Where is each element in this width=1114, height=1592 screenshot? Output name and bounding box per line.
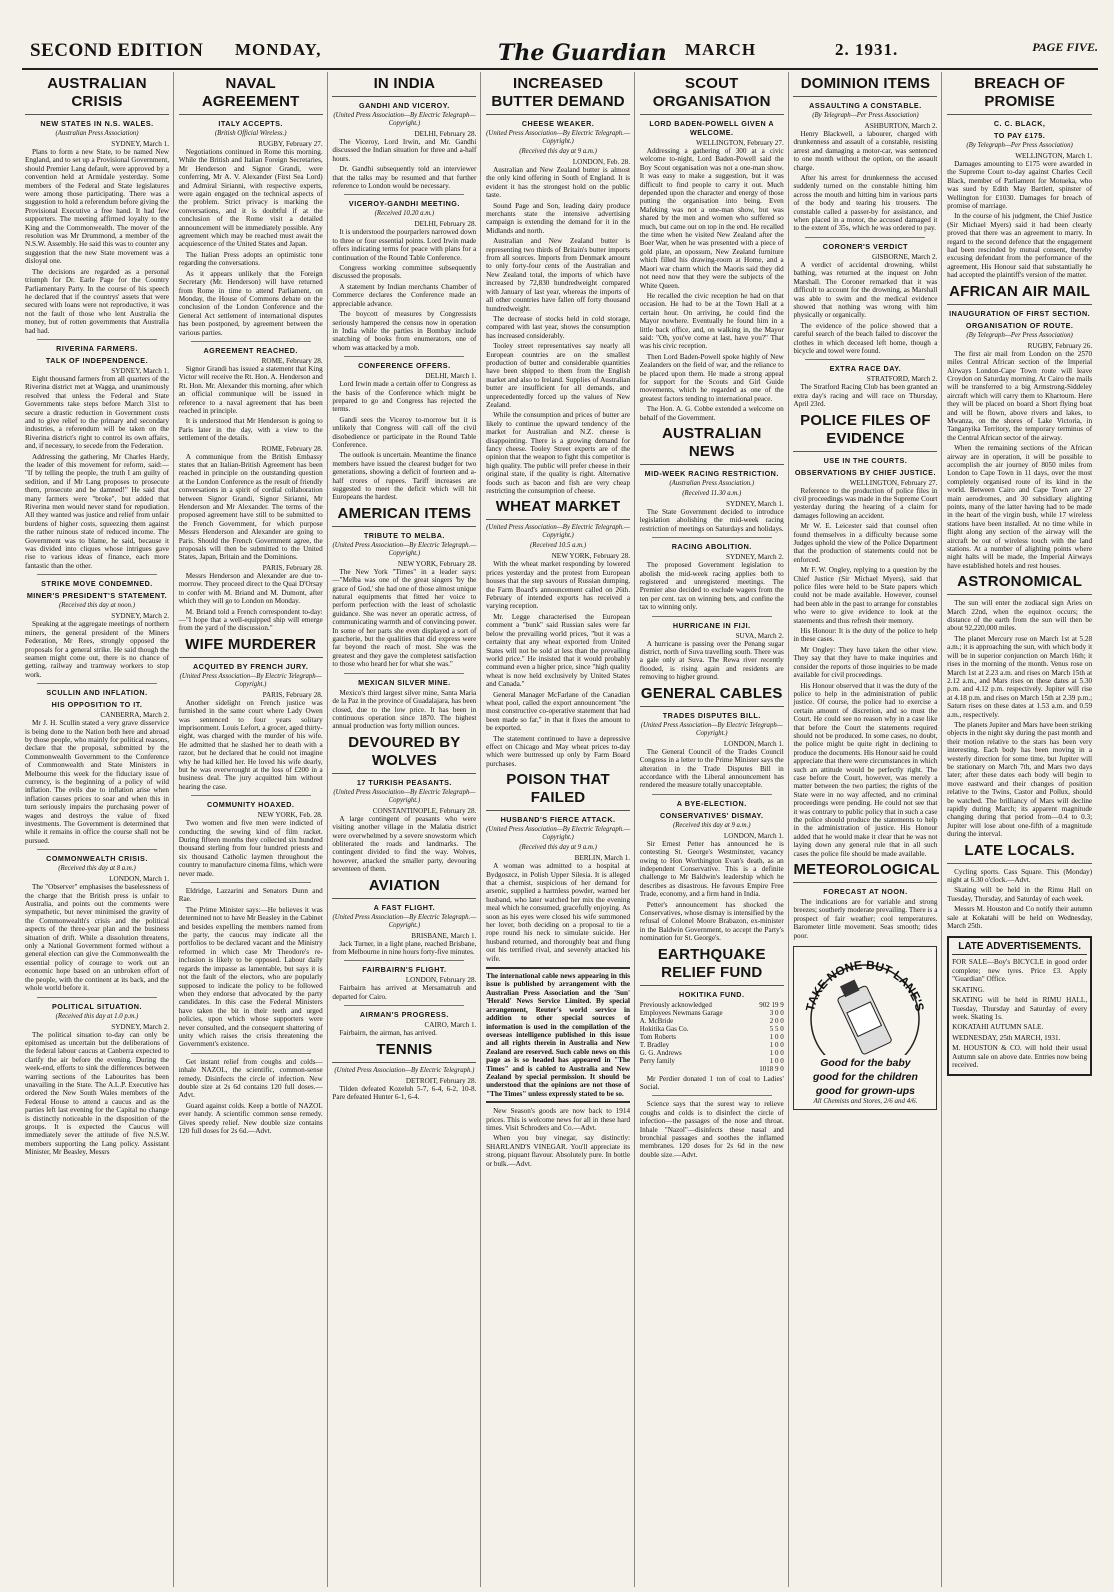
masthead [30,40,1098,68]
donor-name: T. Bradley [639,1040,670,1049]
ad-slogan: Good for the baby [820,1057,911,1070]
dateline: SYDNEY, March 1. [111,140,169,148]
dateline: CANBERRA, March 2. [100,711,169,720]
ad-price-note: All Chemists and Stores, 2/6 and 4/6. [813,1097,918,1106]
article-paragraph: Science says that the surest way to relieve coughs and colds is to disinfect the circle of infection—the passages of the nose and throat. Inhale "Nazol"—disinfects these nasal and bronchial passages and soothes the inflamed membranes. 120 doses for 2s 6d in the new double size.—Advt. [639,1100,784,1159]
subheading: LORD BADEN-POWELL GIVEN A WELCOME. [649,119,775,137]
subheading: INAUGURATION OF FIRST SECTION. [949,308,1091,318]
donation-amount: 1 0 0 [769,1032,784,1041]
article-paragraph: A communique from the British Embassy states that an Italian-British Agreement has been reached in principle on the outstanding question at the London Conference as the result of friendly conversations in a spirit of cordial collaboration between Signor Grandi, Signor Sirianni, Mr Henderson and Mr Alexander. The terms of the proposed agreement have still to be submitted to the French Government, for which purpose Messrs Henderson and Alexander are going to Paris. Should the French Government agree, the proposals will then be submitted to the United States, Japan, Britain and the Dominions. [178,452,323,562]
dateline: CONSTANTINOPLE, February 28. [372,806,477,815]
article-paragraph: Mr F. W. Ongley, replying to a question by the Chief Justice (Sir Michael Myers), said that police files were held to be State papers which could not be made available. However, counsel had been able in the past to arrange for constables who were to give evidence to look at the statements and thus refresh their memory. [793,566,938,625]
subheading: 17 TURKISH PEASANTS. [356,777,452,787]
donor-name: Previously acknowledged [639,1000,712,1009]
article-paragraph: Messrs Henderson and Alexander are due to-morrow. They proceed direct to the Quai D'Orsay to confer with M. Briand and M. Dumont, after which they will go to London on Monday. [178,571,323,606]
article-paragraph: A large contingent of peasants who were visiting another village in the Malatia district were overwhelmed by a severe snowstorm which obliterated the roads and landmarks. The contingent divided to find the way. Wolves, however, attacked the smaller party, devouring seventeen of them. [332,814,477,874]
article-paragraph: A hurricane is passing over the Penang sugar district, north of Suva travelling south. There was a gale only at Suva. The Rewa river recently flooded, is rising again and residents are removing to higher ground. [639,639,784,682]
dateline: DELHI, March 1. [425,372,477,381]
column-4 [483,72,635,1587]
article-paragraph: Australian and New Zealand butter is representing two thirds of Britain's butter imports from all sources. Imports from Denmark amount to only forty-four cents of the Australian and New Zealand total, the imports of which have increased by 72,830 hundredweight compared with January of last year, whereas the imports of all other countries have fallen off forty thousand hundredweight. [486,237,631,313]
section-divider [344,960,464,961]
article-paragraph: Mr Ongley: They have taken the other view. They say that they have to make inquiries and consider the reports of those inquiries to be made available for civil proceedings. [793,645,938,680]
fund-row [640,1041,784,1049]
dateline: WELLINGTON, February 27. [849,478,938,487]
donation-amount: 2 0 0 [769,1016,784,1025]
article-paragraph: The Prime Minister says:—He believes it was determined not to have Mr Beasley in the Cabinet and besides expelling the members named from the party, the caucus may indicate all the portfolios to be declared vacant and the Ministry reformed in which case Mr Theodore's re-inclusion is likely to be opposed. Labour daily regards the impasse as lamentable, but says it is not the fault of the electors, who are popularly supposed to indicate the policy to be followed when they endorse that advocated by the party candidates. In this case the Federal Ministers have taken the bit in their teeth and urged policies, upon which whose supporters were never consulted, and the consequent shattering of unity which raises the crisis threatening the Government's existence. [178,905,323,1049]
classified-ad: KOKATAHI AUTUMN SALE. [952,1023,1044,1032]
article-paragraph: Get instant relief from coughs and colds—inhale NAZOL, the scientific, common-sense remedy. Disinfects the circle of infection. New double size at 2s 6d contains 120 full doses.—Advt. [178,1057,323,1100]
article-paragraph: His Honour observed that it was the duty of the police to help in the administration of public justice. Of course, the police had to exercise a certain amount of discretion, and so must the Court. He could see no reason why in a case like that before the Court the statements required should not be produced. In some cases, no doubt, the police might be quite right in declining to produce the documents. His Honour said he could appreciate that there were circumstances in which such an attitude would be perfectly right. The case before the Court, however, was merely a matter between the two parties; the rights of the State were in no way affected, and no criminal proceedings were pending. He could not see that it was contrary to public policy that in such a case the police should produce the statements to help in the administration of justice. His Honour added that he would make it clear that he was not laying down any general rule that in all such cases the police file should be made available. [793,681,938,858]
article-paragraph: The decisions are regarded as a personal triumph for Dr. Earle Page for the Country Parliamentary Party. In the course of his speech he declared that if the countrys' assets that were secured with loans were not reproductive, it was not the fault of those who lent Australia the money, but of rotten governments that Australia had had. [25,267,169,335]
article-paragraph: The political situation to-day can only be epitomised as uncertain but the deliberations of the federal labour caucus at Canberra expected to clarify the air before the evening. During the week-end, efforts to sink the differences between warring sections of the Labourites has been unavailing in the State. The A.L.P. Executive has ordered the New South Wales members of the Federal House to attend a caucus and as the parties left last evening for the Capital no change is distinctly noticeable in the disposition of the groups. It is expected the Caucus will immediately sever the attitude of five N.S.W. members supporting the Lang policy. Assistant Minister, Mr Beasley, Messrs [25,1030,169,1157]
wire-credit: (By Telegraph—Per Press Association) [812,112,919,119]
wire-credit: (Received 11.30 a.m.) [682,490,742,497]
fund-row [640,1049,784,1057]
donor-name [640,1065,751,1073]
subheading: C. C. BLACK, [993,119,1046,128]
ad-slogan: good for grown-ups [815,1085,916,1098]
headline: POISON THAT FAILED [486,771,630,811]
headline: METEOROLOGICAL [793,861,937,883]
section-divider [652,1095,772,1096]
classified-ad: M. HOUSTON & CO. will hold their usual Autumn sale on above date. Entries now being received. [952,1044,1088,1069]
subheading: HIS OPPOSITION TO IT. [51,700,143,710]
headline: LATE LOCALS. [947,842,1092,864]
subheading: ACQUITED BY FRENCH JURY. [192,661,309,671]
subheading: FAIRBAIRN'S FLIGHT. [362,965,447,975]
article-columns [22,72,1098,1587]
article-paragraph: The outlook is uncertain. Meantime the finance members have issued the clearest budget for two generations, showing a deficit of fourteen and a-half crores of rupees. Tariff increases are suggested to meet the deficit which will hit Europeans the hardest. [332,451,477,502]
donor-name: A. McBride [639,1016,674,1025]
fund-row [640,1001,784,1009]
subheading: TO PAY £175. [993,131,1046,140]
subheading: NEW STATES IN N.S. WALES. [40,119,154,128]
headline: WIFE MURDERER [179,636,323,658]
wire-credit: (United Press Association—By Electric Telegraph.) [334,1066,475,1074]
subheading: HURRICANE IN FIJI. [672,620,751,630]
fund-row [640,1009,784,1017]
wire-credit: (Received this day at 9 a.m.) [519,844,597,852]
dateline: DETROIT, February 28. [405,1076,477,1085]
section-divider [344,673,464,674]
headline: POLICE FILES OF EVIDENCE [793,412,937,452]
fund-row [640,1057,784,1065]
dateline: BRISBANE, March 1. [411,931,477,940]
donor-name: Tom Roberts [639,1032,677,1041]
article-paragraph: Fairbairn, the airman, has arrived. [339,1029,437,1038]
subheading: CORONER'S VERDICT [822,241,909,251]
column-7 [944,72,1096,1587]
subheading: SCULLIN AND INFLATION. [46,688,148,698]
dateline: WELLINGTON, March 1. [1015,152,1093,160]
article-paragraph: The Stratford Racing Club has been granted an extra day's racing and will race on Thursday, April 23rd. [793,383,938,409]
headline: AUSTRALIAN CRISIS [25,75,169,115]
article-paragraph: Eldridge, Lazzarini and Senators Dunn and Rae. [178,887,323,904]
dateline: DELHI, February 28. [414,130,477,138]
dateline: WELLINGTON, February 27. [696,139,784,147]
subheading: ORGANISATION OF ROUTE. [965,320,1074,330]
section-divider [191,882,311,883]
article-paragraph: Cycling sports. Cass Square. This (Monday) night at 6.30 o'clock.—Advt. [947,867,1093,885]
article-paragraph: Signor Grandi has issued a statement that King Victor will receive the Rt. Hon. A. Henderson and Rt. Hon. Mr. Alexander this morning, after which an official communique will be issued in reference to a naval agreement that has been reached in principle. [178,364,323,415]
section-divider [805,359,925,360]
donor-name: G. G. Andrews [639,1048,682,1057]
column-5 [637,72,789,1587]
article-paragraph: The "Observer" emphasises the baselessness of the charge that the British press is unfair to Australia, and points out the comments were sympathetic, but never minimised the gravity of the Commonwealth's crisis and the political aspects of the three-year plan and the business situation of drift. While a dissolution threatens, only a National Government formed without a general election can give the Commonwealth the essential policy of courage to work out an economic hope based on an unbroken effort of the people, with the continent at its back, and the whole world before it. [25,883,169,993]
article-paragraph: When the remaining sections of the African airway are in operation, it will be possible to accomplish the air journey of 8050 miles from London to Cape Town in 11 days, over the most completely organised route of its kind in the world. Between Cairo and Cape Town are 27 main aerodromes, and 30 subsidiary alighting points, many of the latter having had to be made in the heart of the virgin bush, while 17 wireless stations have been installed. At no time while in flight along any section of the airway will the aircraft be out of wireless touch with the land stations. At a number of alighting points where night halts will be made, the Imperial Airways have established hotels and rest houses. [947,444,1093,570]
section-divider [652,794,772,795]
section-divider [37,574,157,575]
column-6 [790,72,942,1587]
lanes-emulsion-ad [793,946,937,1110]
section-divider [191,795,311,796]
dateline: LONDON, Feb. 28. [572,158,631,166]
section-divider [344,1005,464,1006]
donation-amount: 1 0 0 [769,1040,784,1049]
headline: GENERAL CABLES [640,685,784,707]
section-divider [37,849,157,850]
wire-credit: (Australian Press Association) [55,130,139,137]
donor-name: Hokitika Gas Co. [639,1024,689,1033]
classified-ad: SKATING will be held in RIMU HALL, Tuesday, Thursday and Saturday of every week. Skating 1s. [952,996,1088,1021]
article-paragraph: Guard against colds. Keep a bottle of NAZOL ever handy. A scientific common sense remedy. Gives speedy relief. New double size contains 120 full doses for 2s 6d.—Advt. [178,1101,323,1135]
dateline: RUGBY, February 27. [258,140,323,148]
article-paragraph: His Honour: It is the duty of the police to help in these cases. [793,627,938,644]
article-paragraph: The boycott of measures by Congressists seriously hampered the census now in operation in India while the parties in Bombay include snatching of books from enumerators, one of whom was attacked by a mob. [332,310,477,352]
subheading: COMMUNITY HOAXED. [206,800,295,810]
donation-amount: 902 19 9 [759,1000,784,1009]
article-paragraph: The Hon. A. G. Cobbe extended a welcome on behalf of the Government. [639,405,784,422]
article-paragraph: Australian and New Zealand butter is almost the only kind offering in South of England. It is evident it has the strongest hold on the public taste. [486,166,631,200]
subheading: HOKITIKA FUND. [679,989,745,999]
headline: EARTHQUAKE RELIEF FUND [640,946,784,986]
article-paragraph: The planet Mercury rose on March 1st at 5.28 a.m.; it is approaching the sun, with which body it will be in superior conjunction on March 16th; it rises in the morning of the month. Venus rose on March 1st at 2.23 a.m. and rises on March 15th at 2.12 a.m., and Mars rises on these dates at 5.30 p.m. and 4.12 p.m. respectively. Jupiter will rise at 4.18 p.m. and rises on March 15th at 2.39 p.m.; Saturn rises on these dates at 1.53 a.m. and 0.59 a.m., respectively. [947,634,1093,719]
article-paragraph: The planets Jupiter and Mars have been striking objects in the night sky during the past month and their motion relative to the stars has been very interesting. Each body has been moving in a westerly direction for some time, but Jupiter will be stationary on March 7th, and Mars two days later; after these dates each body will begin to move eastward and their changes of position relative to the Twins, Castor and Pollux, should be watched. The brilliancy of Mars will decline rapidly during March; its apparent magnitude changing during that period from—0.4 to 0.3; Jupiter will lose about one-fifth of a magnitude during the interval. [947,720,1093,839]
fund-row [640,1065,784,1073]
newspaper-title: The Guardian [498,40,667,66]
article-paragraph: The first air mail from London on the 2570 miles Central African section of the Imperial Airways London-Cape Town route will leave Croydon on Saturday morning. At Cairo the mails will be transferred to a big Armstrong-Siddeley aircraft which will carry them to Khartoum. Here they will be placed on board a Short flying boat and will be flown, above rivers and lakes, to Mwanza, on the shores of Lake Victoria, in Tanganyika Territory, the temporary terminus of the Central African sector of the airway. [947,349,1093,442]
article-paragraph: Jack Turner, in a light plane, reached Brisbane, from Melbourne in nine hours forty-five minutes. [332,939,477,956]
dateline: SUVA, March 2. [735,631,784,640]
article-paragraph: Mexico's third largest silver mine, Santa Maria de la Paz in the province of Guadalajara, has been closed, due to the low price. It has been in continuous operation since 1870. The highest annual production was forty million ounces. [332,688,477,731]
section-divider [37,339,157,340]
dateline: PARIS, February 28. [262,563,323,572]
subheading: FORECAST AT NOON. [823,887,908,897]
section-divider [344,356,464,357]
wire-credit: (United Press Association—By Electric Telegraph—Copyright.) [179,672,322,688]
section-divider [37,997,157,998]
article-paragraph: The decrease of stocks held in cold storage, compared with last year, shows the consumption has increased considerably. [486,314,631,340]
article-paragraph: Damages amounting to £175 were awarded in the Supreme Court to-day against Charles Cecil Black, member of Parliament for Motueka, who was sued by Edith May Bartlett, spinster of Wellington for £1030. Damages for breach of promise of marriage. [947,160,1093,211]
subheading: CONFERENCE OFFERS. [358,361,451,371]
dateline: ROME, February 28. [261,444,323,453]
subheading: TRIBUTE TO MELBA. [363,530,445,540]
headline: NAVAL AGREEMENT [179,75,323,115]
headline: SCOUT ORGANISATION [640,75,784,115]
headline: AUSTRALIAN NEWS [640,425,784,465]
subheading: CHEESE WEAKER. [521,119,595,128]
headline: BREACH OF PROMISE [947,75,1092,115]
wire-credit: (United Press Association—By Electric Telegraph.—Copyright.) [486,524,630,540]
article-paragraph: Petter's announcement has shocked the Conservatives, whose dismay is intensified by the refusal of Colonel Moore Brabazon, ex-minister in the Baldwin Government, to accept the Party's nomination for St. George's. [639,900,784,943]
article-paragraph: After his arrest for drunkenness the accused suddenly turned on the constable hitting him across the mouth and hitting him in various parts of the body and tearing his trousers. The constable called a passer-by for assistance, and when placed in a motor, the accused damaged it to the extent of 35s, which he was ordered to pay. [793,174,938,233]
article-paragraph: Mr. Legge characterised the European comment a "bunk" said Russian sales were far below the prevailing world prices, "but it was a certainty that any wheat exported from United States will not be sold at less than the prevailing world price." He insisted that it would probably command even a higher price, since "high quality wheat is now held exclusively by United States and Canada." [486,612,631,689]
dateline: PARIS, February 28. [262,690,323,699]
dateline: SYDNEY, March 1. [111,366,169,375]
dateline: RUGBY, February 26. [1027,341,1093,350]
dateline: NEW YORK, Feb. 28. [257,811,323,820]
article-paragraph: The State Government decided to introduce legislation abolishing the mid-week racing restriction of meetings on Saturdays and holidays. [639,508,784,533]
dateline: NEW YORK, February 28. [551,552,631,561]
wire-credit: (United Press Association—By Electric Telegraph.—Copyright.) [486,826,630,842]
headline: IN INDIA [332,75,476,97]
wire-credit: (United Press Association—By Electric Telegraph—Copyright.) [640,721,783,737]
edition-label: SECOND EDITION [30,40,204,61]
headline: ASTRONOMICAL [947,573,1092,595]
subheading: GANDHI AND VICEROY. [359,101,450,110]
donation-amount: 3 0 0 [769,1008,784,1017]
article-paragraph: A verdict of accidental drowning, whilst bathing, was returned at the inquest on John Marshall. The Coroner remarked that it was difficult to account for the drowning, as Marshall was able to swim and the medical evidence showed that nothing was wrong with him physically or organically. [793,260,938,320]
fund-row [640,1025,784,1033]
article-paragraph: The General Council of the Trades Council Congress in a letter to the Prime Minister says the alteration in the Trade Disputes Bill in accordance with the Liberal announcement has rendered the measure totally unacceptable. [639,747,784,790]
article-paragraph: It is understood that Mr Henderson is going to Paris later in the day, with a view to the settlement of the details. [178,417,323,443]
classified-ad: WEDNESDAY, 25th MARCH, 1931. [952,1033,1061,1042]
article-paragraph: The indications are for variable and strong breezes; southerly moderate prevailing. There is a prospect of fair weather; cool temperatures. Barometer little movement. Seas smooth; tides poor. [793,898,938,940]
article-paragraph: When you buy vinegar, say distinctly: SHARLAND'S VINEGAR. You'll appreciate its strong, piquant flavour. Absolutely pure. In bottle or bulk.—Advt. [486,1134,631,1168]
classified-ad: SKATING. [952,985,985,994]
subheading: STRIKE MOVE CONDEMNED. [41,579,153,589]
subheading: ASSAULTING A CONSTABLE. [809,101,922,110]
issue-day: MONDAY, [235,40,322,59]
article-paragraph: Messrs M. Houston and Co notify their autumn sale at Kokatahi will be held on Wednesday, March 25th. [947,905,1093,931]
article-paragraph: It is understood the pourparlers narrowed down to three or four essential points. Lord Irwin made offers indicating terms for peace with plans for a continuation of the Round Table Conference. [332,228,477,262]
dateline: SYDNEY, March 2. [725,553,784,562]
issue-date: 2. 1931. [835,40,899,59]
article-paragraph: General Manager McFarlane of the Canadian wheat pool, called the export announcement "the most constructive co-operative statement that had been made so far," in that it fixes the amount to be exported. [486,690,631,733]
article-paragraph: A woman was admitted to a hospital at Bydgoszcz, in Polish Upper Silesia. It is alleged that a chemist, suspicious of her demand for arsenic, supplied a harmless powder, warned her husband, who later watched her mix the evening meal which he consumed, gracefully enjoying. As soon as his eyes were closed his wife summoned her lover, both deciding on a proposal to tie a rope round his neck to simulate suicide. Her husband returned, and thoroughly beat and flung out his terrified rival, and severely attacked his wife. [486,862,631,963]
section-divider [37,683,157,684]
article-paragraph: Fairbairn has arrived at Mersamatruh and departed for Cairo. [332,984,477,1001]
wire-credit: (Received 10.5 a.m.) [530,542,587,550]
headline: TENNIS [332,1041,476,1063]
masthead-rule [22,68,1098,70]
subheading: MID-WEEK RACING RESTRICTION. [644,469,779,478]
donor-name: Perry family [639,1056,675,1065]
relief-fund-table [640,1001,784,1073]
dateline: SYDNEY, March 1. [725,500,784,508]
article-paragraph: Addressing the gathering, Mr Charles Hardy, the leader of this movement for reform, said:— "If by telling the people, the truth I am guilty of sedition, and if Mr Lang proposes to prosecute them, prosecute and be damned!" He said that many farmers were "broke", but added that Riverina men would never stand for repudiation. All they wanted was justice and relief from unfair burdens of higher costs, squeezing them against the rather ruinous state of reduced income. The Government was to blame, he said, because it was divided into cliques whose intrigues gave rise to various ideas of finance, each more fantastic than the other. [25,452,169,570]
subheading: EXTRA RACE DAY. [829,364,902,374]
dateline: STRATFORD, March 2. [866,375,938,384]
dateline: ROME, February 28. [261,356,323,365]
article-paragraph: M. Briand told a French correspondent to-day:—"I hope that a well-equipped ship will emerge from the yard of the discussion." [178,607,323,633]
wire-credit: (Received this day at 1.0 p.m.) [55,1012,139,1020]
wire-credit: (Received this day at 9 a.m.) [519,148,597,155]
subheading: VICEROY-GANDHI MEETING. [348,199,460,209]
wire-credit: (Australian Press Association.) [669,480,755,487]
subheading: HUSBAND'S FIERCE ATTACK. [500,815,616,825]
column-2 [176,72,328,1587]
article-paragraph: Gandi sees the Viceroy to-morrow but it is unlikely that Congress will call off the civil disobedience or participate in the Round Table Conference. [332,415,477,449]
dateline: DELHI, February 28. [414,220,477,229]
article-paragraph: Speaking at the aggregate meetings of northern miners, the general president of the Miners Federation, Mr Rees, strongly opposed the proposals for a general strike. He said though the seamen might come out, there is no chance of getting, railway and tramway workers to stop work. [25,620,169,679]
wire-credit: (Received this day at 9 a.m.) [672,821,751,829]
article-paragraph: Tilden defeated Kozeluh 5-7, 6-4, 6-2, 10-8. Pare defeated Hunter 6-1, 6-4. [332,1084,477,1101]
column-1 [22,72,174,1587]
subheading: ITALY ACCEPTS. [218,119,283,128]
article-paragraph: The proposed Government legislation to abolish the mid-week racing applies both to registered and unregistered meetings. The Premier also decided to exclude wagers from the ten per cent. tax on winning bets, and confine the tax to winning only. [639,561,784,612]
article-paragraph: The evidence of the police showed that a careful search of the beach failed to discover the clothes in which deceased left home, though a bicycle and towel were found. [793,321,938,355]
wire-credit: (Received 10.20 a.m.) [374,210,435,218]
wire-credit: (By Telegraph—Per Press Association) [966,142,1073,149]
article-paragraph: As it appears unlikely that the Foreign Secretary (Mr. Henderson) will have returned from Rome in time to attend Parliament, on Monday, the House of Commons debate on the conclusion of the London Conference and the General Act settlement of international disputes has been postponed, by agreement between the various parties. [178,269,323,337]
wire-credit: (United Press Association—By Electric Telegraph.—Copyright.) [332,541,477,557]
subheading: AIRMAN'S PROGRESS. [359,1010,449,1020]
article-paragraph: While the consumption and prices of butter are likely to continue the upward tendency of the market for Australian and N.Z. cheese is disappointing. There is a growing demand for fancy cheese. Tooley Street experts are of the opinion that the weapon to fight this competitor is high quality. The public will prefer cheese in their original state, if the quality is right. Alternative foods such as bacon and fish are very cheap restricting the consumption of cheese. [486,411,631,496]
subheading: OBSERVATIONS BY CHIEF JUSTICE. [794,467,936,477]
wire-credit: (British Official Wireless.) [214,130,287,137]
classified-ad: FOR SALE—Boy's BICYCLE in good order complete; new tyres. Price £3. Apply "Guardian" Office. [952,958,1088,984]
wire-credit: (United Press Association—By Electric Telegraph.—Copyright.) [332,913,477,929]
article-paragraph: Sound Page and Son, leading dairy produce merchants state the intensive advertising campaign is extending the demand for it in the Midlands and north. [486,201,631,235]
ad-slogan: good for the children [812,1071,918,1084]
subheading: A FAST FLIGHT. [373,902,436,912]
article-paragraph: The Viceroy, Lord Irwin, and Mr. Gandhi discussed the Indian situation for three and a-half hours. [332,138,477,163]
subheading: AGREEMENT REACHED. [203,345,298,355]
article-paragraph: Lord Irwin made a certain offer to Congress as the basis of the Conference which might be prepared to go and Congress has rejected the terms. [332,380,477,414]
article-paragraph: Tooley street representatives say nearly all European countries are on the smallest production of butter and considerable quantities have been shipped to them from the English market and also to Ireland. Supplies of Australian butter are insufficient for all demands, and unprecedentedly forced up the values of New Zealand. [486,342,631,409]
section-divider [652,537,772,538]
article-paragraph: With the wheat market responding by lowered prices yesterday and the protest from European houses that the step savours of Russian dumping, the Farm Board's announcement called on 26th. February of intended exports has received a varying reception. [486,560,631,611]
article-paragraph: Eight thousand farmers from all quarters of the Riverina district met at Wagga, and unanimously resolved that unless the Federal and State Governments take steps before March 31st to secure a drastic reduction in Government costs and to give relief to the primary and secondary industries, a referendum will be taken on the Riverina district's right to control its own affairs, and, if necessary, to secede from the Federation. [25,374,169,451]
subheading: POLITICAL SITUATION. [52,1001,142,1011]
wire-credit: (Received this day at noon.) [58,602,136,610]
dateline: LONDON, March 1. [723,831,784,840]
article-paragraph: Skating will be held in the Rimu Hall on Tuesday, Thursday, and Saturday of each week. [947,886,1093,903]
bottle-illustration [799,951,931,1055]
headline: AFRICAN AIR MAIL [947,283,1092,305]
article-paragraph: Mr J. H. Scullin stated a very grave disservice is being done to the Nation both here and abroad by those people, who mainly for political reasons, declare that the proposal, submitted by the Commonwealth Government to the Conference of Commonwealth and State Ministers in Melbourne this week for the fiduciary issue of currency, is the beginning of a policy of wild inflation. The evils due to inflation arise when inflation causes prices to soar and when this in turn seriously impairs the purchasing power of wages and destroys the value of fixed investments. The Government is determined that while it remains in office the course shall not be pursued. [25,719,169,845]
wire-credit: (United Press Association—By Electric Telegraph—Copyright.) [333,112,476,127]
page-number: PAGE FIVE. [1032,40,1098,54]
subheading: TALK OF INDEPENDENCE. [45,355,149,365]
subheading: USE IN THE COURTS. [823,455,908,465]
ad-arc-text: TAKE NONE BUT LANE'S [803,957,928,1013]
section-divider [805,237,925,238]
dateline: LONDON, March 1. [723,739,784,748]
donation-amount: 1018 9 0 [759,1064,784,1073]
dateline: GISBORNE, March 2. [871,252,938,261]
article-paragraph: The statement continued to have a depressive effect on Chicago and May wheat prices to-day which were buttressed up only by Farm Board purchases. [486,734,631,768]
section-divider [652,616,772,617]
subheading: MEXICAN SILVER MINE. [358,677,451,687]
donation-amount: 1 0 0 [769,1056,784,1065]
article-paragraph: The New York "Times" in a leader says:—"Melba was one of the great singers 'by the grace of God,' she had one of those almost unique natural equipments that fitted her voice to perform perfection with the least of scholastic guidance. She was never an operatic actress, of communicating warmth and of convincing power. In some of her parts she even displayed a sort of gaucherie, but the qualities that did express were far beyond the reach of most. She was the greatest and they gave the completest satisfaction to those who heard her for what she was." [332,567,477,669]
section-divider [191,1053,311,1054]
dateline: CAIRO, March 1. [424,1021,477,1030]
article-paragraph: Plans to form a new State, to be named New England, and to set up a Provisional Government, should Premier Lang default, were approved by a convention held at Armidale yesterday. Some members of the Federal and State legislatures were among those participating. There was a suggestion to hold a referendum before giving the Provisional Executive a free hand. It had few supporters. The meeting affirmed loyalty to the King and the Commonwealth. The mover of the resolution was Mr Drummond, a member of the N.S.W. Assembly. He said this was to counter any suggestion that the new State movement was a disloyal one. [25,148,169,266]
article-paragraph: The Italian Press adopts an optimistic tone regarding the conversations. [178,250,323,268]
article-paragraph: Negotiations continued in Rome this morning. While the British and Italian Foreign Secretaries, Mr Henderson and Signor Grandi, were conferring, Mr A. V. Alexander (First Sea Lord) and Admiral Sirianni, with respective experts, were again engaged on the technical aspects of the problem. Strict privacy is marking the conversations, and it is doubtful if at the conclusion of the Rome visit a detailed announcement will be immediately possible. Any agreement which may be reached must await the acquiescence of the United States and Japan. [178,148,323,249]
article-paragraph: The sun will enter the zodiacal sign Aries on March 22nd, when the equinox occurs; the distance of the earth from the sun will then be about 92,220,000 miles. [947,599,1093,633]
article-paragraph: Another sidelight on French justice was furnished in the same court where Lady Owen was sentenced to four years solitary imprisonment. Louis Lefort, a grocer, aged thirty-eight, was charged with the murder of his wife. He admitted that he slashed her to death with a razor, but he declared that he could not imagine why he had killed her. He loved his wife dearly, but he was overwrought at the loss of £200 in a business deal. The jury acquitted him without hearing the case. [178,698,323,791]
wire-credit: (By Telegraph—Per Press Association) [966,331,1073,339]
article-paragraph: Two women and five men were indicted of conducting the sewing kind of film racket. During fifteen months they collected six hundred thousand sterling from four hundred priests and six thousand Catholic laymen throughout the country to manufacture cinema films, which were never made. [178,819,323,878]
issue-month: MARCH [685,40,757,59]
article-paragraph: Sir Ernest Petter has announced he is contesting St. George's Westminster, vacancy owing to Hon Worthington Evan's death, as an independent Conservative. This is a definite challenge to Mr Baldwin's leadership which he describes as disastrous. He favours Empire Free Trade, economy, and a firm hand in India. [639,839,784,899]
subheading: TRADES DISPUTES BILL. [662,710,761,720]
headline: DEVOURED BY WOLVES [332,734,476,774]
dateline: ASHBURTON, March 2. [864,122,938,130]
article-paragraph: Dr. Gandhi subsequently told an interviewer that the talks may be resumed and that further reference to London would be necessary. [332,165,477,191]
dateline: NEW YORK, February 28. [397,559,477,568]
article-paragraph: Reference to the production of police files in civil proceedings was made in the Supreme Court yesterday during the hearing of a claim for damages following an accident. [793,486,938,520]
article-paragraph: He recalled the civic reception he had on that occasion. He had to be at the Town Hall at a certain hour. On arriving, he could find the Mayor nowhere. Eventually he found him in a little back office, and, on walking in, the Mayor said: "Oh, you've come at last, have you?" That was his civic reception. [639,291,784,351]
subheading: CONSERVATIVES' DISMAY. [659,810,764,820]
article-paragraph: Henry Blackwell, a labourer, charged with drunkenness and assault of a constable, resisting arrest and damaging a motor-car, was sentenced to one month without the option, on the assault charge. [793,130,938,172]
headline: AMERICAN ITEMS [332,505,476,527]
dateline: SYDNEY, March 2. [111,1022,169,1031]
fund-row [640,1017,784,1025]
section-divider [191,341,311,342]
late-advertisements-box [947,936,1092,1076]
article-paragraph: Addressing a gathering of 300 at a civic welcome to-night, Lord Baden-Powell said the Boy Scout organisation was not a one-man show. It was easy to make a suggestion, but it was difficult to find people to carry it out. Much depended upon the character and energy of those putting the organisation into being. Even Mafeking was not a one-man show, but was shared by the men and women who suffered so much, but came out on top in the end. He recalled the time when he visited New Zealand after the Boer War, when he was presented with a piece of gold plate, an opossum, New Zealand furniture which filled his drawing-room at Home, and a Maori war charm which the Maoris said they did not need now that they were the subjects of the White Queen. [639,147,784,290]
dateline: BERLIN, March 1. [574,854,631,863]
donor-name: Employees Newmans Garage [639,1008,723,1017]
subheading: RIVERINA FARMERS. [56,343,138,353]
dateline: SYDNEY, March 2. [111,612,169,621]
dateline: LONDON, March 1. [109,875,169,884]
headline: INCREASED BUTTER DEMAND [486,75,630,115]
subheading: RACING ABOLITION. [671,542,752,552]
subheading: A BYE-ELECTION. [676,798,747,808]
article-paragraph: Congress working committee subsequently discussed the proposals. [332,264,477,281]
headline: WHEAT MARKET [486,498,630,520]
late-ads-title: LATE ADVERTISEMENTS. [952,941,1087,955]
subheading: COMMONWEALTH CRISIS. [46,854,148,864]
article-paragraph: Mr W. E. Leicester said that counsel often found themselves in a difficulty because some Judges uphold the view of the Police Department that the production of statements could not be enforced. [793,522,938,564]
article-paragraph: Mr Perdier donated 1 ton of coal to Ladies' Social. [639,1074,784,1091]
press-notice: The international cable news appearing in this issue is published by arrangement with the Australian Press Association and the 'Sun' 'Herald' News Service Limited. By special arrangement, Reuter's world service in addition to other special sources of information is used in the compilation of the overseas intelligence published in this issue and all rights therein in Australia and New Zealand are reserved. Such cable news on this page as is so headed has appeared in "The Times" and is cabled to Australia and New Zealand by special permission. It should be understood that the opinions are not those of "The Times" unless expressly stated to be so. [486,967,630,1103]
wire-credit: (United Press Association—By Electric Telegraph.—Copyright.) [486,130,630,145]
article-paragraph: A statement by Indian merchants Chamber of Commerce declares the Conference made an appreciable advance. [332,282,477,308]
subheading: MINER'S PRESIDENT'S STATEMENT. [26,591,168,601]
headline: DOMINION ITEMS [793,75,937,97]
article-paragraph: In the course of his judgment, the Chief Justice (Sir Michael Myers) said it had been clearly proved that there was an agreement to marry. In regard to the second defence that the engagement had been rescinded by mutual consent, thereby excusing defendant from the performance of the agreement, His Honour said that substantially he had accepted the plaintiff's version of the matter. [947,212,1093,280]
section-divider [344,194,464,195]
headline: AVIATION [332,877,476,899]
dateline: LONDON, February 28. [405,976,477,985]
donation-amount: 5 5 0 [769,1024,784,1033]
wire-credit: (United Press Association—By Electric Telegraph—Copyright.) [333,788,476,804]
fund-row [640,1033,784,1041]
column-3 [329,72,481,1587]
donation-amount: 1 0 0 [769,1048,784,1057]
article-paragraph: New Season's goods are now back to 1914 prices. This is welcome news for all in these hard times. Visit Schroders and Co.—Advt. [486,1107,631,1132]
wire-credit: (Received this day at 8 a.m.) [58,865,136,873]
article-paragraph: Then Lord Baden-Powell spoke highly of New Zealanders on the field of war, and the reliance to be placed upon them. He made a strong appeal for support for the Scouts and Girl Guide movements, which he regarded as one of the greatest factors tending to international peace. [639,352,784,403]
